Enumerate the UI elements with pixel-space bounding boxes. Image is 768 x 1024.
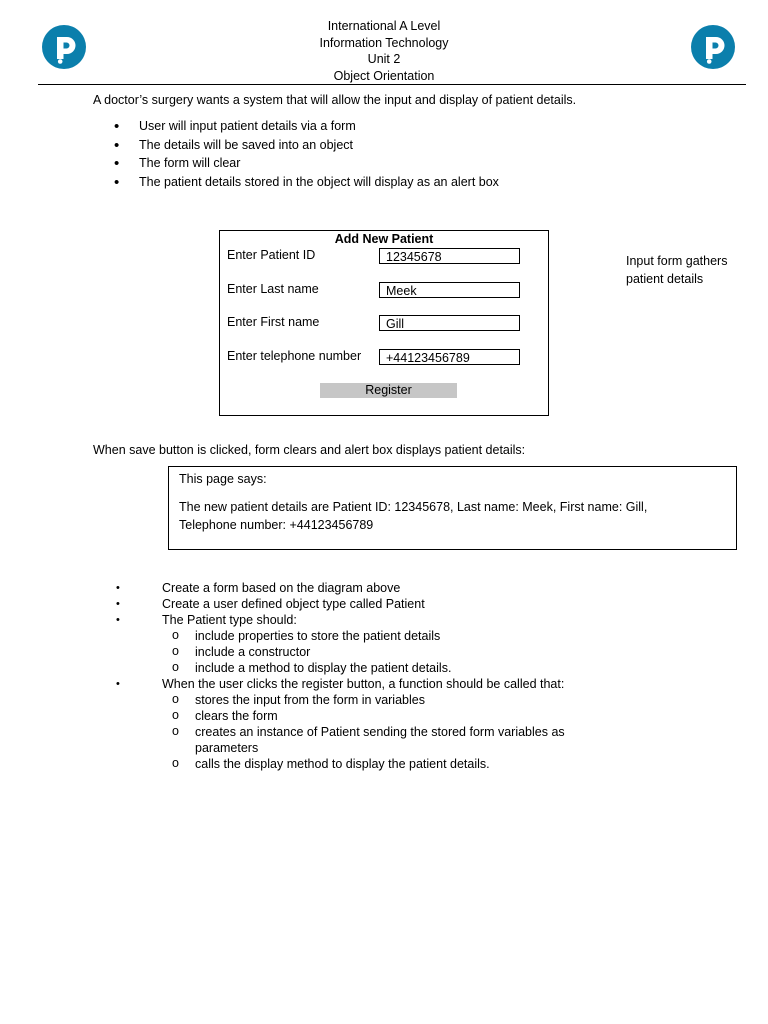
first-name-label: Enter First name (227, 315, 320, 329)
last-name-field[interactable]: Meek (379, 282, 520, 298)
task-text: Create a user defined object type called Patient (162, 597, 425, 611)
form-title: Add New Patient (334, 232, 434, 246)
task-text: The Patient type should: (162, 613, 297, 627)
sub-list-item: o include a constructor (162, 644, 595, 660)
task-item (114, 612, 595, 676)
telephone-field[interactable]: +44123456789 (379, 349, 520, 365)
last-name-label: Enter Last name (227, 282, 319, 296)
task-item (114, 596, 595, 612)
list-item: • The patient details stored in the object will display as an alert box (114, 175, 499, 194)
patient-id-label: Enter Patient ID (227, 248, 316, 262)
alert-box (168, 466, 737, 550)
task-item (114, 676, 595, 772)
sub-list-item: o creates an instance of Patient sending the stored form variables as parameters (162, 724, 595, 756)
sub-list-item: o include a method to display the patient details. (162, 660, 595, 676)
telephone-label: Enter telephone number (227, 349, 362, 363)
alert-intro-text: When save button is clicked, form clears and alert box displays patient details: (93, 443, 526, 457)
sub-list-item: o clears the form (162, 708, 595, 724)
register-function-sublist (162, 692, 595, 772)
sub-list-item: o include properties to store the patient details (162, 628, 595, 644)
add-patient-form (219, 230, 549, 416)
intro-text: A doctor’s surgery wants a system that will allow the input and display of patient details. (93, 93, 577, 107)
first-name-field[interactable]: Gill (379, 315, 520, 331)
requirements-list (114, 119, 499, 193)
patient-type-sublist (162, 628, 595, 676)
list-item: • The form will clear (114, 156, 499, 175)
alert-heading: This page says: (179, 472, 267, 486)
patient-id-field[interactable]: 12345678 (379, 248, 520, 264)
register-button[interactable]: Register (320, 383, 457, 398)
sub-list-item: o stores the input from the form in variables (162, 692, 595, 708)
document-header (0, 18, 768, 84)
header-line-2: Information Technology (319, 35, 449, 50)
header-divider (38, 84, 746, 85)
alert-message: The new patient details are Patient ID: 12345678, Last name: Meek, First name: Gill, Telephone number: +44123456789 (179, 500, 648, 532)
header-line-4: Object Orientation (333, 68, 435, 83)
side-note: Input form gathers patient details (626, 254, 728, 286)
task-list (114, 580, 595, 772)
task-text: When the user clicks the register button, a function should be called that: (162, 677, 565, 691)
sub-list-item: o calls the display method to display the patient details. (162, 756, 595, 772)
list-item: • User will input patient details via a form (114, 119, 499, 138)
header-line-1: International A Level (327, 19, 441, 33)
task-text: Create a form based on the diagram above (162, 581, 401, 595)
header-line-3: Unit 2 (367, 52, 401, 66)
task-item (114, 580, 595, 596)
list-item: • The details will be saved into an object (114, 138, 499, 157)
